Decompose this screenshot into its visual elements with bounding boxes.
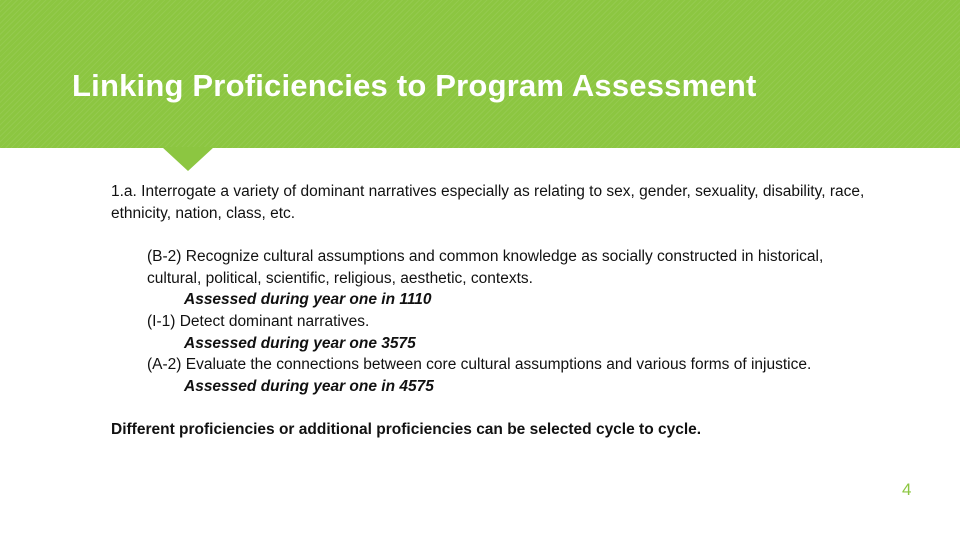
proficiency-list bbox=[147, 246, 871, 397]
page-number: 4 bbox=[902, 480, 912, 499]
assessment-note: Assessed during year one in 1110 bbox=[184, 291, 432, 309]
slide-body bbox=[111, 181, 871, 441]
banner-notch bbox=[162, 147, 214, 171]
objective-text: 1.a. Interrogate a variety of dominant narratives especially as relating to sex, gender, sexuality, disability, race, ethnicity, nation, class, etc. bbox=[111, 183, 865, 222]
assessment-note: Assessed during year one 3575 bbox=[184, 334, 416, 352]
proficiency-item: (I-1) Detect dominant narratives. bbox=[147, 312, 370, 330]
title-banner bbox=[0, 0, 960, 148]
footer-note: Different proficiencies or additional proficiencies can be selected cycle to cycle. bbox=[111, 421, 702, 439]
proficiency-item: (A-2) Evaluate the connections between core cultural assumptions and various forms of injustice. bbox=[147, 356, 812, 374]
slide-title: Linking Proficiencies to Program Assessment bbox=[72, 68, 757, 103]
proficiency-item: (B-2) Recognize cultural assumptions and common knowledge as socially constructed in historical, cultural, political, scientific, religious, aesthetic, contexts. bbox=[147, 248, 824, 287]
assessment-note: Assessed during year one in 4575 bbox=[184, 377, 434, 395]
